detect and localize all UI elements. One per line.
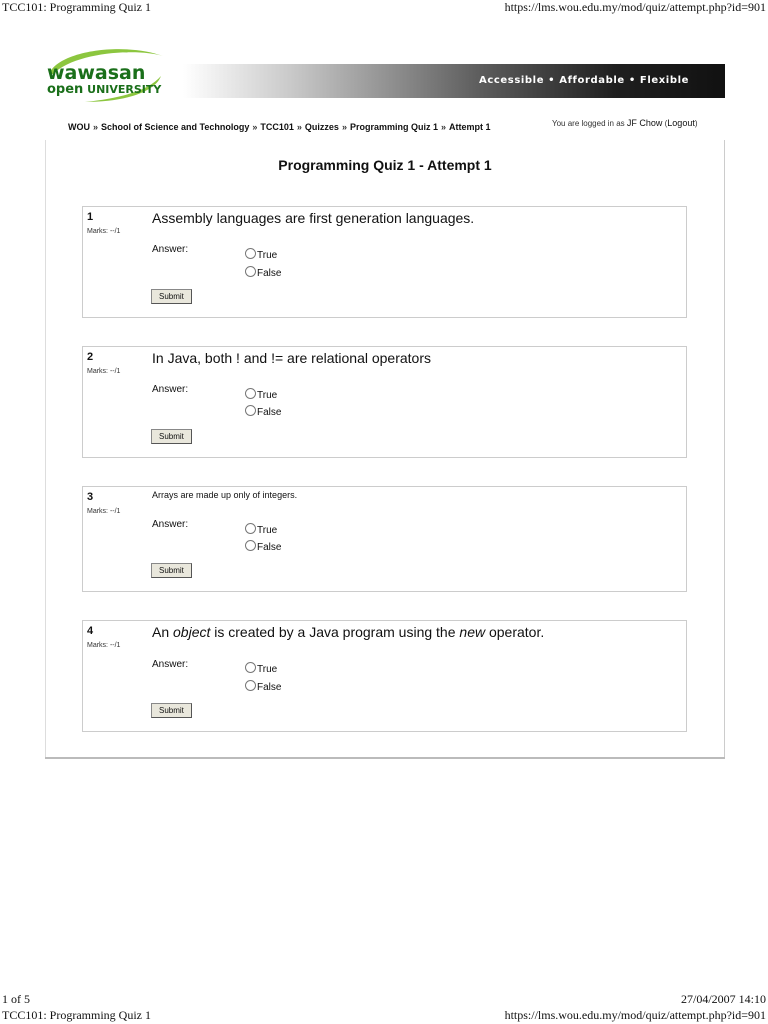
question-1 xyxy=(82,206,687,318)
question-text: Assembly languages are first generation languages. xyxy=(152,210,475,226)
question-marks: Marks: --/1 xyxy=(87,228,121,235)
option-false[interactable]: False xyxy=(245,405,281,418)
print-footer-url: https://lms.wou.edu.my/mod/quiz/attempt.php?id=901 xyxy=(504,1008,766,1022)
radio-button[interactable] xyxy=(245,662,256,673)
breadcrumb-link-quizzes[interactable]: Quizzes xyxy=(304,122,339,132)
question-3 xyxy=(82,486,687,592)
banner-gradient-bar xyxy=(183,64,725,98)
question-number: 3 xyxy=(87,491,94,503)
breadcrumb xyxy=(68,122,491,132)
page-title: Programming Quiz 1 - Attempt 1 xyxy=(278,157,492,173)
radio-button[interactable] xyxy=(245,388,256,399)
question-marks: Marks: --/1 xyxy=(87,642,121,649)
question-marks: Marks: --/1 xyxy=(87,508,121,515)
breadcrumb-link-quiz[interactable]: Programming Quiz 1 xyxy=(349,122,438,132)
radio-button[interactable] xyxy=(245,266,256,277)
radio-button[interactable] xyxy=(245,405,256,416)
question-2 xyxy=(82,346,687,458)
breadcrumb-link-course[interactable]: TCC101 xyxy=(260,122,294,132)
breadcrumb-separator-icon: » xyxy=(252,122,258,132)
question-4 xyxy=(82,620,687,732)
question-marks: Marks: --/1 xyxy=(87,368,121,375)
option-true[interactable]: True xyxy=(245,662,277,675)
question-number: 4 xyxy=(87,625,94,637)
breadcrumb-separator-icon: » xyxy=(93,122,99,132)
radio-button[interactable] xyxy=(245,523,256,534)
logout-link[interactable]: Logout xyxy=(667,118,695,128)
answer-label: Answer: xyxy=(152,244,189,255)
print-footer-datetime: 27/04/2007 14:10 xyxy=(680,992,766,1006)
breadcrumb-separator-icon: » xyxy=(296,122,302,132)
radio-button[interactable] xyxy=(245,680,256,691)
breadcrumb-separator-icon: » xyxy=(341,122,347,132)
option-true[interactable]: True xyxy=(245,248,277,261)
radio-button[interactable] xyxy=(245,248,256,259)
submit-button[interactable]: Submit xyxy=(151,703,192,718)
breadcrumb-link-school[interactable]: School of Science and Technology xyxy=(101,122,250,132)
question-number: 1 xyxy=(87,211,94,223)
banner-tagline: Accessible • Affordable • Flexible xyxy=(479,75,689,86)
wou-logo[interactable] xyxy=(45,44,180,104)
breadcrumb-separator-icon: » xyxy=(440,122,446,132)
question-text: Arrays are made up only of integers. xyxy=(152,490,298,500)
option-true[interactable]: True xyxy=(245,523,277,536)
content-bottom-border xyxy=(45,757,725,759)
print-header xyxy=(0,0,768,14)
question-text: In Java, both ! and != are relational operators xyxy=(152,350,432,366)
main-content xyxy=(45,140,725,759)
question-text: An object is created by a Java program using the new operator. xyxy=(152,624,545,640)
answer-label: Answer: xyxy=(152,384,189,395)
option-false[interactable]: False xyxy=(245,540,281,553)
login-info: You are logged in as JF Chow (Logout) xyxy=(552,118,698,128)
site-banner xyxy=(45,44,725,104)
option-true[interactable]: True xyxy=(245,388,277,401)
print-footer-page: 1 of 5 xyxy=(2,992,30,1006)
option-false[interactable]: False xyxy=(245,266,281,279)
breadcrumb-link-wou[interactable]: WOU xyxy=(68,122,90,132)
answer-label: Answer: xyxy=(152,659,189,670)
submit-button[interactable]: Submit xyxy=(151,429,192,444)
submit-button[interactable]: Submit xyxy=(151,563,192,578)
question-number: 2 xyxy=(87,351,94,363)
login-user-link[interactable]: JF Chow xyxy=(626,118,663,128)
print-footer xyxy=(0,988,768,1024)
print-header-title: TCC101: Programming Quiz 1 xyxy=(2,0,151,14)
answer-label: Answer: xyxy=(152,519,189,530)
breadcrumb-current-attempt: Attempt 1 xyxy=(448,122,491,132)
print-header-url: https://lms.wou.edu.my/mod/quiz/attempt.php?id=901 xyxy=(504,0,766,14)
option-false[interactable]: False xyxy=(245,680,281,693)
logo-university-text: open UNIVERSITY xyxy=(47,82,162,97)
radio-button[interactable] xyxy=(245,540,256,551)
logo-wawasan-text: wawasan xyxy=(47,62,146,84)
print-footer-title: TCC101: Programming Quiz 1 xyxy=(2,1008,151,1022)
login-prefix: You are logged in as xyxy=(552,119,625,128)
submit-button[interactable]: Submit xyxy=(151,289,192,304)
